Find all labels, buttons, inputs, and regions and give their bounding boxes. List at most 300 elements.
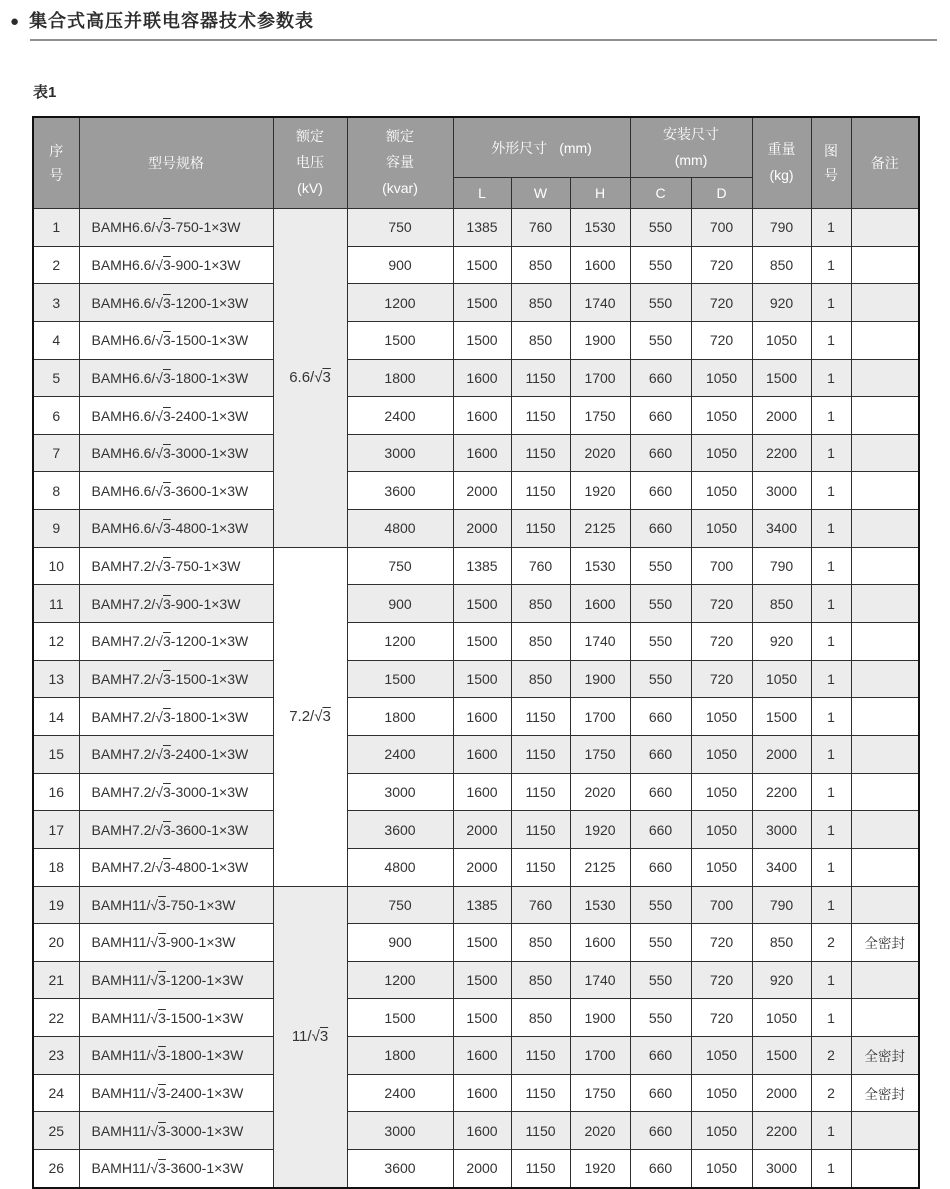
capacity-cell: 2400 — [347, 735, 453, 773]
weight-cell: 790 — [752, 547, 811, 585]
remark-cell — [851, 209, 919, 247]
capacity-cell: 1500 — [347, 660, 453, 698]
remark-cell — [851, 585, 919, 623]
table-row — [33, 623, 919, 661]
figure-cell: 1 — [811, 1112, 851, 1150]
mount-d-cell: 720 — [691, 284, 752, 322]
model-cell: BAMH11/√3-2400-1×3W — [79, 1074, 273, 1112]
mount-d-cell: 1050 — [691, 359, 752, 397]
mount-d-cell: 1050 — [691, 1074, 752, 1112]
model-cell: BAMH7.2/√3-750-1×3W — [79, 547, 273, 585]
dim-h-cell: 1700 — [570, 698, 630, 736]
dim-w-cell: 1150 — [511, 1150, 570, 1188]
table-row — [33, 848, 919, 886]
row-no-cell: 26 — [33, 1150, 79, 1188]
figure-cell: 2 — [811, 1037, 851, 1075]
model-cell: BAMH11/√3-1800-1×3W — [79, 1037, 273, 1075]
dim-l-cell: 2000 — [453, 510, 511, 548]
remark-cell — [851, 848, 919, 886]
dim-h-cell: 1530 — [570, 886, 630, 924]
mount-d-cell: 1050 — [691, 472, 752, 510]
model-cell: BAMH6.6/√3-1500-1×3W — [79, 321, 273, 359]
weight-cell: 1050 — [752, 321, 811, 359]
figure-cell: 1 — [811, 848, 851, 886]
dim-l-cell: 2000 — [453, 811, 511, 849]
table-row — [33, 1074, 919, 1112]
capacity-cell: 1500 — [347, 321, 453, 359]
dim-h-cell: 1900 — [570, 321, 630, 359]
table-body — [33, 209, 919, 1188]
remark-cell — [851, 472, 919, 510]
remark-cell — [851, 359, 919, 397]
model-cell: BAMH11/√3-3600-1×3W — [79, 1150, 273, 1188]
capacity-cell: 4800 — [347, 510, 453, 548]
dim-w-cell: 850 — [511, 246, 570, 284]
model-cell: BAMH7.2/√3-1800-1×3W — [79, 698, 273, 736]
figure-cell: 1 — [811, 510, 851, 548]
dim-l-cell: 1600 — [453, 1074, 511, 1112]
mount-c-cell: 550 — [630, 321, 691, 359]
mount-c-cell: 550 — [630, 209, 691, 247]
row-no-cell: 11 — [33, 585, 79, 623]
header-weight: 重量 (kg) — [752, 117, 811, 209]
mount-c-cell: 660 — [630, 848, 691, 886]
table-row — [33, 472, 919, 510]
dim-w-cell: 850 — [511, 660, 570, 698]
mount-d-cell: 1050 — [691, 1150, 752, 1188]
dim-l-cell: 1500 — [453, 623, 511, 661]
dim-w-cell: 760 — [511, 209, 570, 247]
capacity-cell: 750 — [347, 547, 453, 585]
mount-d-cell: 720 — [691, 999, 752, 1037]
mount-c-cell: 550 — [630, 246, 691, 284]
remark-cell — [851, 246, 919, 284]
model-cell: BAMH6.6/√3-1200-1×3W — [79, 284, 273, 322]
weight-cell: 1050 — [752, 660, 811, 698]
dim-w-cell: 1150 — [511, 848, 570, 886]
table-row — [33, 698, 919, 736]
figure-cell: 1 — [811, 698, 851, 736]
remark-cell — [851, 735, 919, 773]
mount-d-cell: 720 — [691, 623, 752, 661]
mount-c-cell: 550 — [630, 623, 691, 661]
capacity-cell: 750 — [347, 886, 453, 924]
dim-w-cell: 850 — [511, 623, 570, 661]
capacity-cell: 3600 — [347, 811, 453, 849]
dim-w-cell: 760 — [511, 547, 570, 585]
mount-d-cell: 1050 — [691, 848, 752, 886]
dim-l-cell: 1600 — [453, 434, 511, 472]
dim-h-cell: 1900 — [570, 660, 630, 698]
mount-d-cell: 700 — [691, 886, 752, 924]
row-no-cell: 7 — [33, 434, 79, 472]
model-cell: BAMH11/√3-900-1×3W — [79, 924, 273, 962]
dim-h-cell: 2020 — [570, 1112, 630, 1150]
dim-l-cell: 1500 — [453, 585, 511, 623]
dim-l-cell: 2000 — [453, 1150, 511, 1188]
row-no-cell: 23 — [33, 1037, 79, 1075]
dim-w-cell: 850 — [511, 999, 570, 1037]
capacity-cell: 900 — [347, 246, 453, 284]
dim-w-cell: 760 — [511, 886, 570, 924]
table-label: 表1 — [33, 84, 57, 101]
remark-cell — [851, 623, 919, 661]
header-sub-c: C — [630, 178, 691, 209]
dim-h-cell: 1750 — [570, 397, 630, 435]
header-no: 序号 — [33, 117, 79, 209]
figure-cell: 1 — [811, 547, 851, 585]
figure-cell: 1 — [811, 961, 851, 999]
dim-l-cell: 1500 — [453, 284, 511, 322]
model-cell: BAMH7.2/√3-2400-1×3W — [79, 735, 273, 773]
capacity-cell: 1200 — [347, 961, 453, 999]
mount-d-cell: 720 — [691, 585, 752, 623]
mount-d-cell: 1050 — [691, 1037, 752, 1075]
remark-cell — [851, 698, 919, 736]
weight-cell: 2000 — [752, 397, 811, 435]
capacity-cell: 750 — [347, 209, 453, 247]
table-row — [33, 735, 919, 773]
row-no-cell: 22 — [33, 999, 79, 1037]
row-no-cell: 24 — [33, 1074, 79, 1112]
dim-h-cell: 1600 — [570, 246, 630, 284]
dim-h-cell: 1740 — [570, 284, 630, 322]
mount-c-cell: 660 — [630, 510, 691, 548]
mount-c-cell: 550 — [630, 999, 691, 1037]
figure-cell: 1 — [811, 472, 851, 510]
dim-l-cell: 2000 — [453, 848, 511, 886]
weight-cell: 2000 — [752, 1074, 811, 1112]
capacity-cell: 2400 — [347, 397, 453, 435]
weight-cell: 850 — [752, 246, 811, 284]
row-no-cell: 17 — [33, 811, 79, 849]
row-no-cell: 18 — [33, 848, 79, 886]
mount-d-cell: 1050 — [691, 510, 752, 548]
dim-l-cell: 1500 — [453, 660, 511, 698]
dim-l-cell: 2000 — [453, 472, 511, 510]
figure-cell: 1 — [811, 660, 851, 698]
remark-cell — [851, 434, 919, 472]
mount-c-cell: 660 — [630, 472, 691, 510]
model-cell: BAMH7.2/√3-900-1×3W — [79, 585, 273, 623]
dim-h-cell: 1900 — [570, 999, 630, 1037]
figure-cell: 1 — [811, 246, 851, 284]
dim-h-cell: 1740 — [570, 961, 630, 999]
table-row — [33, 284, 919, 322]
dim-h-cell: 1700 — [570, 359, 630, 397]
dim-h-cell: 2020 — [570, 434, 630, 472]
weight-cell: 3000 — [752, 472, 811, 510]
mount-d-cell: 1050 — [691, 811, 752, 849]
capacity-cell: 1800 — [347, 1037, 453, 1075]
header-sub-d: D — [691, 178, 752, 209]
mount-c-cell: 550 — [630, 585, 691, 623]
mount-d-cell: 1050 — [691, 434, 752, 472]
table-row — [33, 1112, 919, 1150]
remark-cell: 全密封 — [851, 924, 919, 962]
table-row — [33, 961, 919, 999]
dim-l-cell: 1500 — [453, 999, 511, 1037]
model-cell: BAMH7.2/√3-3600-1×3W — [79, 811, 273, 849]
capacity-cell: 4800 — [347, 848, 453, 886]
header-remarks: 备注 — [851, 117, 919, 209]
model-cell: BAMH7.2/√3-3000-1×3W — [79, 773, 273, 811]
figure-cell: 1 — [811, 321, 851, 359]
table-row — [33, 510, 919, 548]
row-no-cell: 25 — [33, 1112, 79, 1150]
remark-cell: 全密封 — [851, 1037, 919, 1075]
model-cell: BAMH7.2/√3-1500-1×3W — [79, 660, 273, 698]
mount-c-cell: 660 — [630, 1112, 691, 1150]
dim-h-cell: 1750 — [570, 1074, 630, 1112]
dim-l-cell: 1600 — [453, 397, 511, 435]
remark-cell — [851, 284, 919, 322]
capacity-cell: 900 — [347, 924, 453, 962]
mount-c-cell: 550 — [630, 660, 691, 698]
remark-cell — [851, 510, 919, 548]
table-row — [33, 359, 919, 397]
model-cell: BAMH7.2/√3-1200-1×3W — [79, 623, 273, 661]
dim-l-cell: 1500 — [453, 246, 511, 284]
dim-h-cell: 1530 — [570, 209, 630, 247]
remark-cell: 全密封 — [851, 1074, 919, 1112]
dim-w-cell: 1150 — [511, 359, 570, 397]
capacity-cell: 1800 — [347, 359, 453, 397]
weight-cell: 1500 — [752, 698, 811, 736]
dim-w-cell: 850 — [511, 961, 570, 999]
page-title-text: 集合式高压并联电容器技术参数表 — [29, 11, 315, 31]
dim-w-cell: 850 — [511, 585, 570, 623]
row-no-cell: 4 — [33, 321, 79, 359]
table-row — [33, 397, 919, 435]
table-row — [33, 811, 919, 849]
weight-cell: 790 — [752, 886, 811, 924]
dim-h-cell: 1920 — [570, 472, 630, 510]
spec-table — [32, 116, 920, 1189]
weight-cell: 1500 — [752, 359, 811, 397]
dim-h-cell: 1700 — [570, 1037, 630, 1075]
dim-w-cell: 1150 — [511, 735, 570, 773]
mount-d-cell: 1050 — [691, 735, 752, 773]
dim-h-cell: 1750 — [570, 735, 630, 773]
dim-h-cell: 1600 — [570, 585, 630, 623]
capacity-cell: 3000 — [347, 1112, 453, 1150]
weight-cell: 3400 — [752, 848, 811, 886]
dim-w-cell: 850 — [511, 924, 570, 962]
dim-w-cell: 1150 — [511, 1037, 570, 1075]
figure-cell: 1 — [811, 434, 851, 472]
capacity-cell: 3600 — [347, 1150, 453, 1188]
mount-d-cell: 1050 — [691, 1112, 752, 1150]
dim-w-cell: 850 — [511, 321, 570, 359]
weight-cell: 1500 — [752, 1037, 811, 1075]
row-no-cell: 20 — [33, 924, 79, 962]
dim-l-cell: 1600 — [453, 1037, 511, 1075]
row-no-cell: 8 — [33, 472, 79, 510]
mount-d-cell: 720 — [691, 660, 752, 698]
capacity-cell: 1800 — [347, 698, 453, 736]
capacity-cell: 3000 — [347, 773, 453, 811]
dim-l-cell: 1500 — [453, 321, 511, 359]
mount-c-cell: 550 — [630, 886, 691, 924]
page — [0, 7, 950, 1177]
model-cell: BAMH6.6/√3-3000-1×3W — [79, 434, 273, 472]
dim-w-cell: 1150 — [511, 1112, 570, 1150]
capacity-cell: 1200 — [347, 623, 453, 661]
model-cell: BAMH6.6/√3-900-1×3W — [79, 246, 273, 284]
row-no-cell: 15 — [33, 735, 79, 773]
model-cell: BAMH6.6/√3-1800-1×3W — [79, 359, 273, 397]
table-header — [33, 117, 919, 209]
weight-cell: 920 — [752, 961, 811, 999]
remark-cell — [851, 773, 919, 811]
row-no-cell: 13 — [33, 660, 79, 698]
mount-c-cell: 660 — [630, 698, 691, 736]
mount-d-cell: 720 — [691, 246, 752, 284]
table-row — [33, 547, 919, 585]
dim-w-cell: 1150 — [511, 698, 570, 736]
mount-c-cell: 550 — [630, 961, 691, 999]
header-sub-h: H — [570, 178, 630, 209]
dim-w-cell: 1150 — [511, 434, 570, 472]
voltage-cell: 7.2/√3 — [273, 547, 347, 886]
mount-c-cell: 660 — [630, 359, 691, 397]
dim-w-cell: 850 — [511, 284, 570, 322]
header-sub-l: L — [453, 178, 511, 209]
capacity-cell: 1200 — [347, 284, 453, 322]
page-title — [10, 7, 950, 33]
model-cell: BAMH7.2/√3-4800-1×3W — [79, 848, 273, 886]
remark-cell — [851, 397, 919, 435]
dim-h-cell: 2125 — [570, 848, 630, 886]
table-row — [33, 660, 919, 698]
dim-l-cell: 1600 — [453, 1112, 511, 1150]
dim-l-cell: 1385 — [453, 547, 511, 585]
mount-d-cell: 720 — [691, 961, 752, 999]
table-row — [33, 585, 919, 623]
row-no-cell: 16 — [33, 773, 79, 811]
dim-l-cell: 1500 — [453, 961, 511, 999]
mount-c-cell: 550 — [630, 547, 691, 585]
dim-h-cell: 1740 — [570, 623, 630, 661]
figure-cell: 1 — [811, 773, 851, 811]
figure-cell: 1 — [811, 999, 851, 1037]
weight-cell: 3000 — [752, 1150, 811, 1188]
table-row — [33, 1037, 919, 1075]
remark-cell — [851, 886, 919, 924]
table-row — [33, 924, 919, 962]
remark-cell — [851, 660, 919, 698]
table-row — [33, 434, 919, 472]
figure-cell: 1 — [811, 284, 851, 322]
remark-cell — [851, 321, 919, 359]
mount-d-cell: 700 — [691, 209, 752, 247]
voltage-cell: 11/√3 — [273, 886, 347, 1188]
dim-w-cell: 1150 — [511, 811, 570, 849]
figure-cell: 2 — [811, 924, 851, 962]
figure-cell: 1 — [811, 623, 851, 661]
dim-l-cell: 1600 — [453, 773, 511, 811]
dim-l-cell: 1385 — [453, 209, 511, 247]
weight-cell: 920 — [752, 623, 811, 661]
mount-c-cell: 660 — [630, 773, 691, 811]
remark-cell — [851, 811, 919, 849]
weight-cell: 3400 — [752, 510, 811, 548]
header-mounting: 安装尺寸 (mm) — [630, 117, 752, 178]
row-no-cell: 9 — [33, 510, 79, 548]
mount-c-cell: 660 — [630, 1074, 691, 1112]
remark-cell — [851, 1150, 919, 1188]
row-no-cell: 10 — [33, 547, 79, 585]
row-no-cell: 12 — [33, 623, 79, 661]
mount-c-cell: 660 — [630, 397, 691, 435]
mount-c-cell: 660 — [630, 811, 691, 849]
mount-c-cell: 550 — [630, 284, 691, 322]
dim-w-cell: 1150 — [511, 397, 570, 435]
row-no-cell: 2 — [33, 246, 79, 284]
remark-cell — [851, 1112, 919, 1150]
model-cell: BAMH11/√3-3000-1×3W — [79, 1112, 273, 1150]
title-divider — [30, 39, 937, 41]
dim-h-cell: 1920 — [570, 811, 630, 849]
header-figure: 图号 — [811, 117, 851, 209]
remark-cell — [851, 547, 919, 585]
weight-cell: 3000 — [752, 811, 811, 849]
model-cell: BAMH6.6/√3-2400-1×3W — [79, 397, 273, 435]
table-row — [33, 209, 919, 247]
bullet-icon: ● — [10, 13, 21, 30]
weight-cell: 850 — [752, 924, 811, 962]
mount-c-cell: 660 — [630, 434, 691, 472]
weight-cell: 2200 — [752, 773, 811, 811]
remark-cell — [851, 961, 919, 999]
capacity-cell: 1500 — [347, 999, 453, 1037]
header-dimensions: 外形尺寸 (mm) — [453, 117, 630, 178]
mount-c-cell: 550 — [630, 924, 691, 962]
mount-d-cell: 1050 — [691, 397, 752, 435]
weight-cell: 790 — [752, 209, 811, 247]
dim-h-cell: 2020 — [570, 773, 630, 811]
model-cell: BAMH6.6/√3-750-1×3W — [79, 209, 273, 247]
weight-cell: 2000 — [752, 735, 811, 773]
model-cell: BAMH6.6/√3-4800-1×3W — [79, 510, 273, 548]
figure-cell: 1 — [811, 585, 851, 623]
mount-d-cell: 700 — [691, 547, 752, 585]
capacity-cell: 3600 — [347, 472, 453, 510]
row-no-cell: 5 — [33, 359, 79, 397]
weight-cell: 920 — [752, 284, 811, 322]
mount-d-cell: 720 — [691, 321, 752, 359]
model-cell: BAMH11/√3-1200-1×3W — [79, 961, 273, 999]
dim-w-cell: 1150 — [511, 1074, 570, 1112]
weight-cell: 2200 — [752, 1112, 811, 1150]
figure-cell: 1 — [811, 359, 851, 397]
header-capacity: 额定容量 (kvar) — [347, 117, 453, 209]
weight-cell: 1050 — [752, 999, 811, 1037]
figure-cell: 1 — [811, 1150, 851, 1188]
dim-l-cell: 1385 — [453, 886, 511, 924]
dim-h-cell: 1920 — [570, 1150, 630, 1188]
row-no-cell: 14 — [33, 698, 79, 736]
header-voltage: 额定电压 (kV) — [273, 117, 347, 209]
mount-c-cell: 660 — [630, 735, 691, 773]
mount-d-cell: 1050 — [691, 773, 752, 811]
row-no-cell: 19 — [33, 886, 79, 924]
figure-cell: 1 — [811, 397, 851, 435]
mount-d-cell: 720 — [691, 924, 752, 962]
dim-l-cell: 1500 — [453, 924, 511, 962]
weight-cell: 2200 — [752, 434, 811, 472]
